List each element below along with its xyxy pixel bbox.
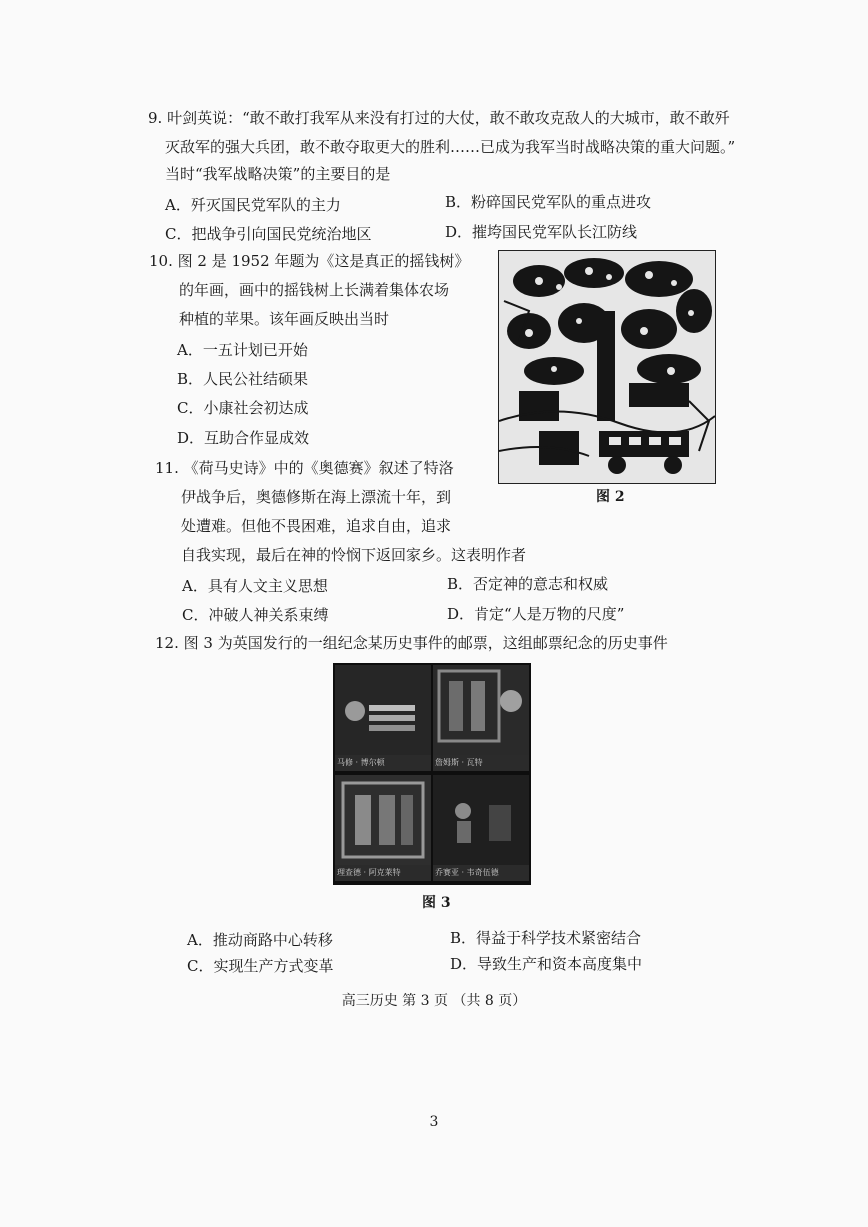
- q11-stem-line1: 11. 《荷马史诗》中的《奥德赛》叙述了特洛: [155, 459, 454, 477]
- q9-option-d: D．摧垮国民党军队长江防线: [445, 223, 638, 241]
- q12-option-b: B．得益于科学技术紧密结合: [450, 929, 642, 947]
- q9-stem-line1: 9. 叶剑英说：“敢不敢打我军从来没有打过的大仗，敢不敢攻克敌人的大城市，敢不敢歼: [148, 109, 730, 127]
- q11-option-c: C．冲破人神关系束缚: [182, 606, 329, 624]
- q10-stem-line3: 种植的苹果。该年画反映出当时: [179, 310, 390, 328]
- q10-option-d: D．互助合作显成效: [177, 429, 310, 447]
- q11-option-a: A．具有人文主义思想: [182, 577, 328, 595]
- figure-3-stamps: [333, 663, 531, 885]
- q10-option-a: A．一五计划已开始: [177, 341, 308, 359]
- stamp-2: [433, 665, 529, 771]
- q9-option-a: A．歼灭国民党军队的主力: [165, 196, 341, 214]
- q11-stem-line3: 处遭难。但他不畏困难，追求自由，追求: [181, 517, 452, 535]
- q11-option-d: D．肯定“人是万物的尺度”: [447, 605, 625, 623]
- figure-2-caption: 图 2: [596, 489, 625, 505]
- figure-2-new-year-painting: [498, 250, 716, 484]
- q12-stem-line1: 12. 图 3 为英国发行的一组纪念某历史事件的邮票，这组邮票纪念的历史事件: [155, 634, 668, 652]
- q11-stem-line2: 伊战争后，奥德修斯在海上漂流十年，到: [181, 488, 452, 506]
- page-footer: 高三历史 第 3 页 （共 8 页）: [341, 993, 527, 1009]
- stamp-1-label: 马修 · 博尔顿: [337, 758, 385, 767]
- q12-option-c: C．实现生产方式变革: [187, 957, 334, 975]
- q9-stem-line2: 灭敌军的强大兵团，敢不敢夺取更大的胜利……已成为我军当时战略决策的重大问题。”: [165, 138, 736, 156]
- q10-option-c: C．小康社会初达成: [177, 399, 309, 417]
- stamp-3-label: 理查德 · 阿克莱特: [337, 868, 401, 877]
- stamp-4-label: 乔赛亚 · 韦奇伍德: [435, 868, 499, 877]
- q10-stem-line1: 10. 图 2 是 1952 年题为《这是真正的摇钱树》: [149, 252, 470, 270]
- q12-option-a: A．推动商路中心转移: [187, 931, 333, 949]
- stamp-1: [335, 665, 431, 771]
- page-number: 3: [429, 1114, 439, 1130]
- stamp-2-label: 詹姆斯 · 瓦特: [435, 758, 483, 767]
- q10-stem-line2: 的年画，画中的摇钱树上长满着集体农场: [179, 281, 450, 299]
- q10-option-b: B．人民公社结硕果: [177, 370, 309, 388]
- q9-option-b: B．粉碎国民党军队的重点进攻: [445, 193, 652, 211]
- q11-stem-line4: 自我实现，最后在神的怜悯下返回家乡。这表明作者: [181, 546, 527, 564]
- q12-option-d: D．导致生产和资本高度集中: [450, 955, 643, 973]
- stamp-4: [433, 775, 529, 881]
- q9-stem-line3: 当时“我军战略决策”的主要目的是: [165, 165, 391, 183]
- figure-3-caption: 图 3: [422, 895, 451, 911]
- q9-option-c: C．把战争引向国民党统治地区: [165, 225, 372, 243]
- stamp-3: [335, 775, 431, 881]
- q11-option-b: B．否定神的意志和权威: [447, 575, 609, 593]
